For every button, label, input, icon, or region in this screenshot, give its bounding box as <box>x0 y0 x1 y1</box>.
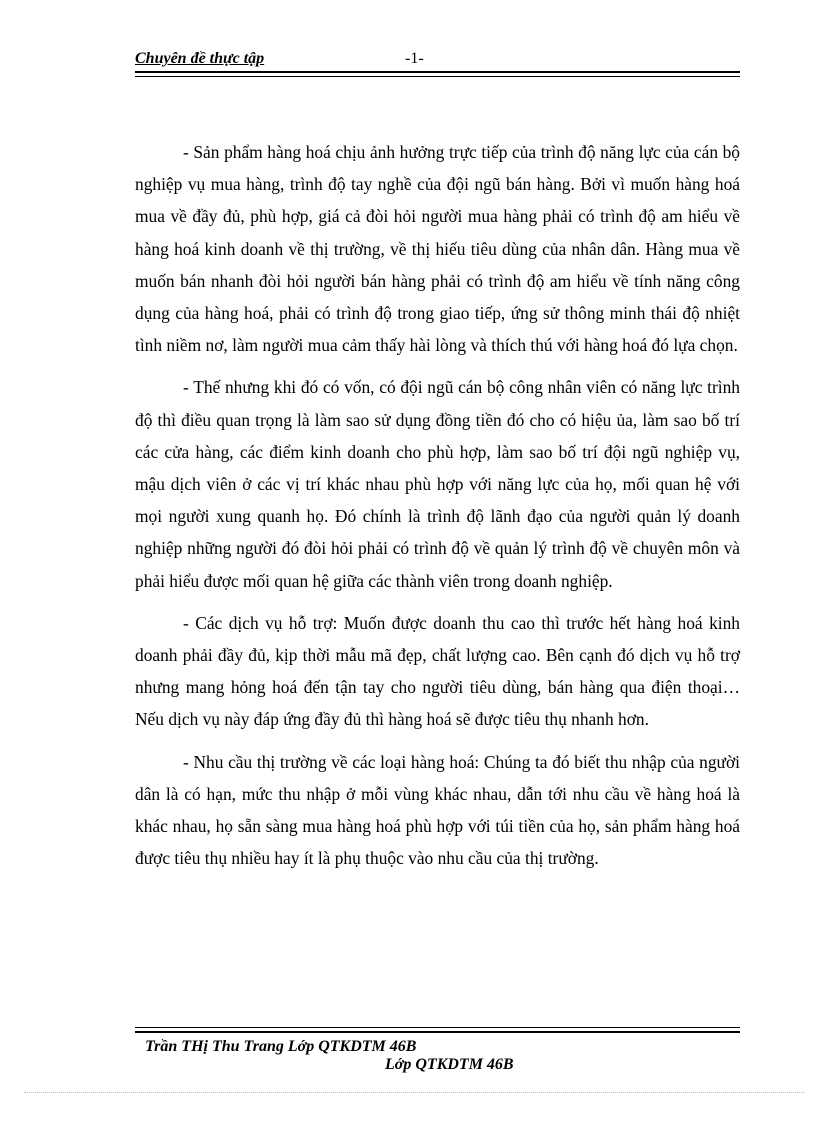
page-bottom-edge <box>24 1092 804 1093</box>
page-number: -1- <box>405 50 424 67</box>
header-title: Chuyên đề thực tập <box>135 50 265 67</box>
paragraph-3: - Các dịch vụ hỗ trợ: Muốn được doanh thu cao thì trước hết hàng hoá kinh doanh phải đầy đủ, kịp thời mẫu mã đẹp, chất lượng cao. Bên cạnh đó dịch vụ hỗ trợ nhưng mang hỏng hoá đến tận tay cho người tiêu dùng, bán hàng qua điện thoại… Nếu dịch vụ này đáp ứng đầy đủ thì hàng hoá sẽ được tiêu thụ nhanh hơn. <box>135 612 740 730</box>
footer-rule-thin <box>135 1027 740 1028</box>
paragraph-2: - Thế nhưng khi đó có vốn, có đội ngũ cán bộ công nhân viên có năng lực trình độ thì điều quan trọng là làm sao sử dụng đồng tiền đó cho có hiệu ủa, làm sao bố trí các cửa hàng, các điểm kinh doanh cho phù hợp, làm sao bố trí đội ngũ nghiệp vụ, mậu dịch viên ở các vị trí khác nhau phù hợp với năng lực của họ, mối quan hệ với mọi người xung quanh họ. Đó chính là trình độ lãnh đạo của người quản lý doanh nghiệp những người đó đòi hỏi phải có trình độ về quản lý trình độ về chuyên môn và phải hiểu được mối quan hệ giữa các thành viên trong doanh nghiệp. <box>135 377 740 591</box>
footer-author-class: Trần THị Thu Trang Lớp QTKDTM 46B <box>145 1038 417 1055</box>
document-body <box>135 136 740 884</box>
paragraph-1: - Sản phẩm hàng hoá chịu ảnh hưởng trực tiếp của trình độ năng lực của cán bộ nghiệp vụ mua hàng, trình độ tay nghề của đội ngũ bán hàng. Bởi vì muốn hàng hoá mua về đầy đủ, phù hợp, giá cả đòi hỏi người mua hàng phải có trình độ am hiểu về hàng hoá kinh doanh về thị trường, về thị hiếu tiêu dùng của nhân dân. Hàng mua về muốn bán nhanh đòi hỏi người bán hàng phải có trình độ am hiểu về tính năng công dụng của hàng hoá, phải có trình độ trong giao tiếp, ứng sử thông minh thái độ nhiệt tình niềm nơ, làm người mua cảm thấy hài lòng và thích thú với hàng hoá đó lựa chọn. <box>135 142 740 356</box>
footer-class: Lớp QTKDTM 46B <box>385 1056 514 1073</box>
paragraph-4: - Nhu cầu thị trường về các loại hàng hoá: Chúng ta đó biết thu nhập của người dân là có hạn, mức thu nhập ở mỗi vùng khác nhau, dẫn tới nhu cầu về hàng hoá là khác nhau, họ sẵn sàng mua hàng hoá phù hợp với túi tiền của họ, sản phẩm hàng hoá được tiêu thụ nhiều hay ít là phụ thuộc vào nhu cầu của thị trường. <box>135 751 740 869</box>
header-rule-thick <box>135 71 740 73</box>
footer-rule-thick <box>135 1031 740 1033</box>
header-rule-thin <box>135 76 740 77</box>
